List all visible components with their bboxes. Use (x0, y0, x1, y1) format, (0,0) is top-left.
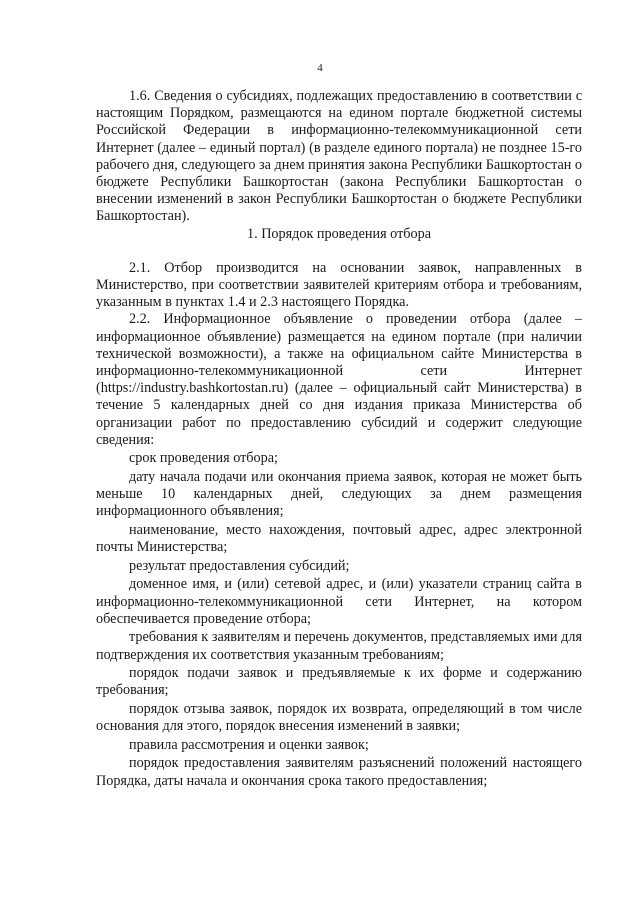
section-heading: 1. Порядок проведения отбора (247, 225, 431, 242)
list-item: дату начала подачи или окончания приема заявок, которая не может быть меньше 10 календарных дней, следующих за днем размещения информационного объявления; (96, 469, 582, 520)
list-item: срок проведения отбора; (129, 450, 278, 467)
paragraph-2-2: 2.2. Информационное объявление о проведении отбора (далее – информационное объявление) размещается на едином портале (при наличии технической возможности), а также на официальном сайте Министерства в информационно-телекоммуникационной сети Интернет (https://industry.bashkortostan.ru) (далее – официальный сайт Министерства) в течение 5 календарных дней со дня издания приказа Министерства об организации работ по предоставлению субсидий и содержит следующие сведения: (96, 311, 582, 448)
list-item: порядок отзыва заявок, порядок их возврата, определяющий в том числе основания для этого, порядок внесения изменений в заявки; (96, 701, 582, 735)
document-body (96, 88, 582, 790)
list-item: порядок подачи заявок и предъявляемые к их форме и содержанию требования; (96, 665, 582, 699)
list-item: порядок предоставления заявителям разъяснений положений настоящего Порядка, даты начала и окончания срока такого предоставления; (96, 755, 582, 789)
page-number: 4 (317, 62, 323, 74)
list-item: наименование, место нахождения, почтовый адрес, адрес электронной почты Министерства; (96, 522, 582, 556)
list-item: доменное имя, и (или) сетевой адрес, и (или) указатели страниц сайта в информационно-телекоммуникационной сети Интернет, на котором обеспечивается проведение отбора; (96, 576, 582, 627)
list-item: требования к заявителям и перечень документов, представляемых ими для подтверждения их соответствия указанным требованиям; (96, 629, 582, 663)
paragraph-2-1: 2.1. Отбор производится на основании заявок, направленных в Министерство, при соответствии заявителей критериям отбора и требованиям, указанным в пунктах 1.4 и 2.3 настоящего Порядка. (96, 259, 582, 311)
list-item: результат предоставления субсидий; (129, 557, 350, 574)
list-item: правила рассмотрения и оценки заявок; (129, 736, 369, 753)
paragraph-1-6: 1.6. Сведения о субсидиях, подлежащих предоставлению в соответствии с настоящим Порядком, размещаются на едином портале бюджетной системы Российской Федерации в информационно-телекоммуникационной сети Интернет (далее – единый портал) (в разделе единого портала) не позднее 15-го рабочего дня, следующего за днем принятия закона Республики Башкортостан о бюджете Республики Башкортостан (закона Республики Башкортостан о внесении изменений в закон Республики Башкортостан о бюджете Республики Башкортостан). (96, 88, 582, 225)
